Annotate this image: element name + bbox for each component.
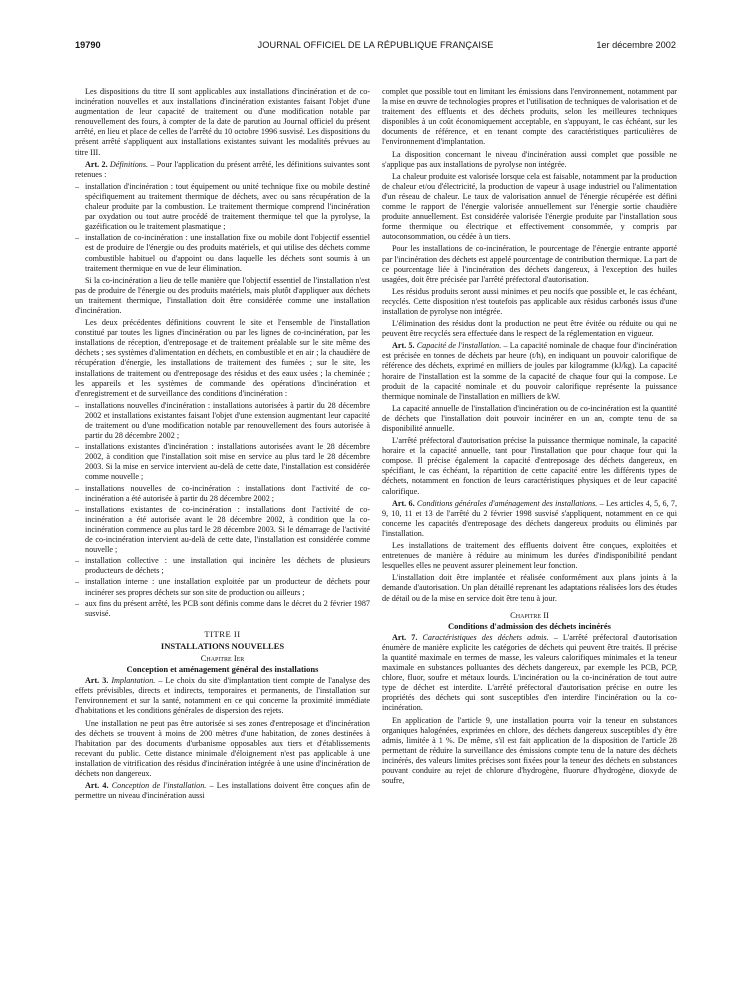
article-number: Art. 5. bbox=[392, 341, 415, 351]
article-2 bbox=[75, 160, 370, 180]
chapter-heading: Chapitre II bbox=[510, 609, 549, 620]
article-number: Art. 6. bbox=[392, 498, 415, 508]
article-6 bbox=[382, 499, 677, 539]
article-title: Conception de l'installation. bbox=[111, 781, 207, 791]
chapter-title: Conditions d'admission des déchets incinérés bbox=[448, 620, 611, 631]
paragraph: L'élimination des résidus dont la production ne peut être évitée ou réduite ou qui ne peuvent être recyclés sera effectuée dans le respect de la réglementation en vigueur. bbox=[382, 319, 677, 339]
paragraph: La disposition concernant le niveau d'incinération aussi complet que possible ne s'applique pas aux installations de pyrolyse non intégrée. bbox=[382, 149, 677, 169]
paragraph: L'arrêté préfectoral d'autorisation précise la puissance thermique nominale, la capacité horaire et la capacité annuelle, tant pour l'installation que pour chaque four qui la compose. Il précise également la capacité d'entreposage des déchets dangereux, en spécifiant, le cas échéant, la répartition de cette capacité entre les différents types de déchets, notamment en fonction de leurs caractéristiques physiques et de leur capacité calorifique. bbox=[382, 436, 677, 496]
list-item: – installations existantes d'incinération : installations autorisées avant le 28 décembre 2002, à condition que l'installation soit mise en service au plus tard le 28 décembre 2003. Si la mise en service intervient au-delà de cette date, l'installation est considérée comme nouvelle ; bbox=[75, 442, 370, 482]
article-text: – La capacité nominale de chaque four d'incinération est précisée en tonnes de déchets par heure (t/h), en indiquant un pouvoir calorifique de référence des déchets, exprimé en milliers de joules par kilogramme (kJ/kg). La capacité horaire de l'installation est la somme de la capacité de chaque four qui la compose. Le produit de la capacité nominale et du pouvoir calorifique représente la puissance thermique nominale de l'installation en milliers de kW. bbox=[382, 341, 677, 401]
article-title: Implantation. bbox=[111, 676, 156, 686]
paragraph: La chaleur produite est valorisée lorsque cela est faisable, notamment par la production de chaleur et/ou d'électricité, la production de vapeur à usage industriel ou l'alimentation d'un réseau de chaleur. Le taux de valorisation annuel de l'énergie récupérée est défini comme le rapport de l'énergie valorisée annuellement sur l'énergie sortie chaudière produite annuellement. Est considérée valorisée l'énergie produite par l'installation sous forme thermique ou électrique et effectivement consommée, y compris par autoconsommation, ou cédée à un tiers. bbox=[382, 171, 677, 242]
page-number: 19790 bbox=[75, 40, 101, 50]
paragraph: Une installation ne peut pas être autorisée si ses zones d'entreposage et d'incinération des déchets se trouvent à moins de 200 mètres d'une habitation, de zones destinées à l'habitation par des documents d'urbanisme opposables aux tiers et d'établissements recevant du public. Cette distance minimale d'éloignement n'est pas applicable à une installation de vitrification des résidus d'incinération intégrée à une usine d'incinération de déchets non dangereux. bbox=[75, 718, 370, 778]
article-4 bbox=[75, 781, 370, 801]
paragraph: Les résidus produits seront aussi minimes et peu nocifs que possible et, le cas échéant, recyclés. Cette disposition n'est toutefois pas applicable aux résidus carbonés issus d'une installation de pyrolyse non intégrée. bbox=[382, 286, 677, 316]
installation-list bbox=[75, 401, 370, 619]
paragraph: La capacité annuelle de l'installation d'incinération ou de co-incinération est la quantité de déchets que l'installation doit pouvoir incinérer en un an, compte tenu de sa disponibilité annuelle. bbox=[382, 403, 677, 433]
paragraph: Si la co-incinération a lieu de telle manière que l'objectif essentiel de l'installation n'est pas de produire de l'énergie ou des produits matériels, mais plutôt d'appliquer aux déchets un traitement thermique, l'installation doit être considérée comme une installation d'incinération. bbox=[75, 275, 370, 315]
list-item: – installation collective : une installation qui incinère les déchets de plusieurs producteurs de déchets ; bbox=[75, 556, 370, 576]
article-5 bbox=[382, 341, 677, 402]
list-item: – installations existantes de co-incinération : installations dont l'activité de co-incinération a été autorisée avant le 28 décembre 2002, à condition que la co-incinération commence au plus tard le 28 décembre 2003. Si le démarrage de l'activité de co-incinération intervient au-delà de cette date, l'installation est considérée comme nouvelle ; bbox=[75, 505, 370, 555]
list-item: – installation interne : une installation exploitée par un producteur de déchets pour incinérer ses propres déchets sur son site de production ou ailleurs ; bbox=[75, 577, 370, 597]
paragraph: Les deux précédentes définitions couvrent le site et l'ensemble de l'installation constitué par toutes les lignes d'incinération ou par les lignes de co-incinération, par les installations de réception, d'entreposage et de traitement préalable sur le site même des déchets ; ses systèmes d'alimentation en déchets, en combustible et en air ; la chaudière de récupération d'énergie, les installations de traitement des fumées ; sur le site, les installations de traitement ou d'entreposage des résidus et des eaux usées ; la cheminée ; les appareils et les systèmes de commande des opérations d'incinération et d'enregistrement et de surveillance des conditions d'incinération : bbox=[75, 318, 370, 398]
paragraph: complet que possible tout en limitant les émissions dans l'environnement, notamment par la mise en œuvre de technologies propres et l'utilisation de techniques de valorisation et de traitement des effluents et des déchets produits, selon les meilleures techniques disponibles à un coût économiquement acceptable, en s'appuyant, le cas échéant, sur les documents de référence, et en tenant compte des caractéristiques particulières de l'environnement d'implantation. bbox=[382, 87, 677, 147]
article-text: – L'arrêté préfectoral d'autorisation énumère de manière explicite les catégories de déchets qui peuvent être traités. Il précise la quantité maximale en termes de masse, les valeurs calorifiques minimales et la teneur maximale en substances polluantes des déchets dangereux, par exemple les PCB, PCP, chlore, fluor, soufre et métaux lourds. L'incinération ou la co-incinération de tout autre type de déchet est interdite. L'arrêté préfectoral d'autorisation précise en outre les propriétés des déchets qui sont susceptibles d'en interdire l'incinération ou la co-incinération. bbox=[382, 632, 678, 713]
paragraph: Pour les installations de co-incinération, le pourcentage de l'énergie entrante apporté par l'incinération des déchets est appelé pourcentage de contribution thermique. La part de ce pourcentage liée à l'incinération des déchets dangereux, à l'exception des huiles usagées, doit être précisée par l'arrêté préfectoral d'autorisation. bbox=[382, 244, 677, 284]
list-item: – installation de co-incinération : une installation fixe ou mobile dont l'objectif essentiel est de produire de l'énergie ou des produits matériels, et qui utilise des déchets comme combustible habituel ou d'appoint ou dans laquelle les déchets sont soumis à un traitement thermique en vue de leur élimination. bbox=[75, 233, 370, 273]
article-7 bbox=[382, 633, 677, 714]
article-3 bbox=[75, 676, 370, 716]
journal-title: JOURNAL OFFICIEL DE LA RÉPUBLIQUE FRANÇAISE bbox=[257, 40, 494, 50]
right-column bbox=[382, 87, 677, 788]
article-text: – Pour l'application du présent arrêté, les définitions suivantes sont retenues : bbox=[75, 159, 371, 179]
list-item: – aux fins du présent arrêté, les PCB sont définis comme dans le décret du 2 février 1987 susvisé. bbox=[75, 599, 370, 619]
chapter-heading: Chapitre Ier bbox=[200, 652, 245, 663]
article-text: – Les articles 4, 5, 6, 7, 9, 10, 11 et 13 de l'arrêté du 2 février 1998 susvisé s'appliquent, notamment en ce qui concerne les capacités d'entreposage des déchets dangereux produits ou éliminés par l'installation. bbox=[382, 498, 677, 538]
list-item: – installation d'incinération : tout équipement ou unité technique fixe ou mobile destiné spécifiquement au traitement thermique de déchets, avec ou sans récupération de la chaleur produite par la combustion. Le traitement thermique comprend l'incinération par oxydation ou tout autre procédé de traitement thermique tel que la pyrolyse, la gazéification ou le traitement plasmatique ; bbox=[75, 182, 370, 232]
issue-date: 1er décembre 2002 bbox=[596, 40, 676, 50]
paragraph: Les installations de traitement des effluents doivent être conçues, exploitées et entretenues de manière à réduire au minimum les durées d'indisponibilité pendant lesquelles elles ne peuvent assurer pleinement leur fonction. bbox=[382, 541, 677, 571]
page-header bbox=[75, 40, 676, 56]
article-number: Art. 3. bbox=[85, 676, 109, 686]
paragraph: Les dispositions du titre II sont applicables aux installations d'incinération et de co-incinération nouvelles et aux installations d'incinération existantes faisant l'objet d'une augmentation de leur capacité de traitement ou d'une modification notable par renouvellement des fours, à compter de la date de parution au Journal officiel du présent arrêté, en lieu et place de celles de l'arrêté du 10 octobre 1996 susvisé. Les dispositions du présent arrêté s'appliquent aux installations existantes suivant les modalités prévues au titre III. bbox=[75, 87, 370, 157]
list-item: – installations nouvelles d'incinération : installations autorisées à partir du 28 décembre 2002 et installations existantes faisant l'objet d'une extension augmentant leur capacité de traitement ou d'une modification notable par renouvellement des fours autorisée à partir du 28 décembre 2002 ; bbox=[75, 401, 370, 441]
left-column bbox=[75, 87, 370, 803]
article-text: – Les installations doivent être conçues afin de permettre un niveau d'incinération aussi bbox=[75, 781, 370, 801]
article-text: – Le choix du site d'implantation tient compte de l'analyse des effets prévisibles, directs et indirects, temporaires et permanents, de l'installation sur l'environnement et sur la santé, notamment en ce qui concerne la proximité immédiate d'habitations et les conditions générales de dispersion des rejets. bbox=[75, 676, 371, 716]
article-number: Art. 4. bbox=[85, 781, 109, 791]
article-title: Définitions. bbox=[109, 159, 149, 169]
title-name: INSTALLATIONS NOUVELLES bbox=[160, 640, 285, 651]
article-title: Capacité de l'installation. bbox=[416, 341, 502, 351]
chapter-title: Conception et aménagement général des installations bbox=[126, 664, 319, 675]
article-number: Art. 2. bbox=[85, 159, 108, 169]
article-title: Conditions générales d'aménagement des installations. bbox=[416, 498, 598, 508]
paragraph: L'installation doit être implantée et réalisée conformément aux plans joints à la demande d'autorisation. Un plan détaillé reprenant les adaptations réalisées lors des études de détail ou de la mise en service doit être tenu à jour. bbox=[382, 573, 677, 603]
definition-list bbox=[75, 182, 370, 274]
article-title: Caractéristiques des déchets admis. bbox=[422, 632, 549, 642]
list-item: – installations nouvelles de co-incinération : installations dont l'activité de co-incinération a été autorisée à partir du 28 décembre 2002 ; bbox=[75, 484, 370, 504]
paragraph: En application de l'article 9, une installation pourra voir la teneur en substances organiques halogénées, exprimées en chlore, des déchets dangereux susceptibles d'y être admis, limitée à 1 %. De même, s'il est fait application de la disposition de l'article 28 permettant de réduire la surveillance des émissions compte tenu de la nature des déchets incinérés, des valeurs limites précises sont fixées pour la teneur des déchets en substances pouvant conduire au rejet de chlorure d'hydrogène, fluorure d'hydrogène, dioxyde de soufre, bbox=[382, 715, 677, 786]
title-heading: TITRE II bbox=[204, 628, 241, 639]
article-number: Art. 7. bbox=[392, 632, 418, 642]
